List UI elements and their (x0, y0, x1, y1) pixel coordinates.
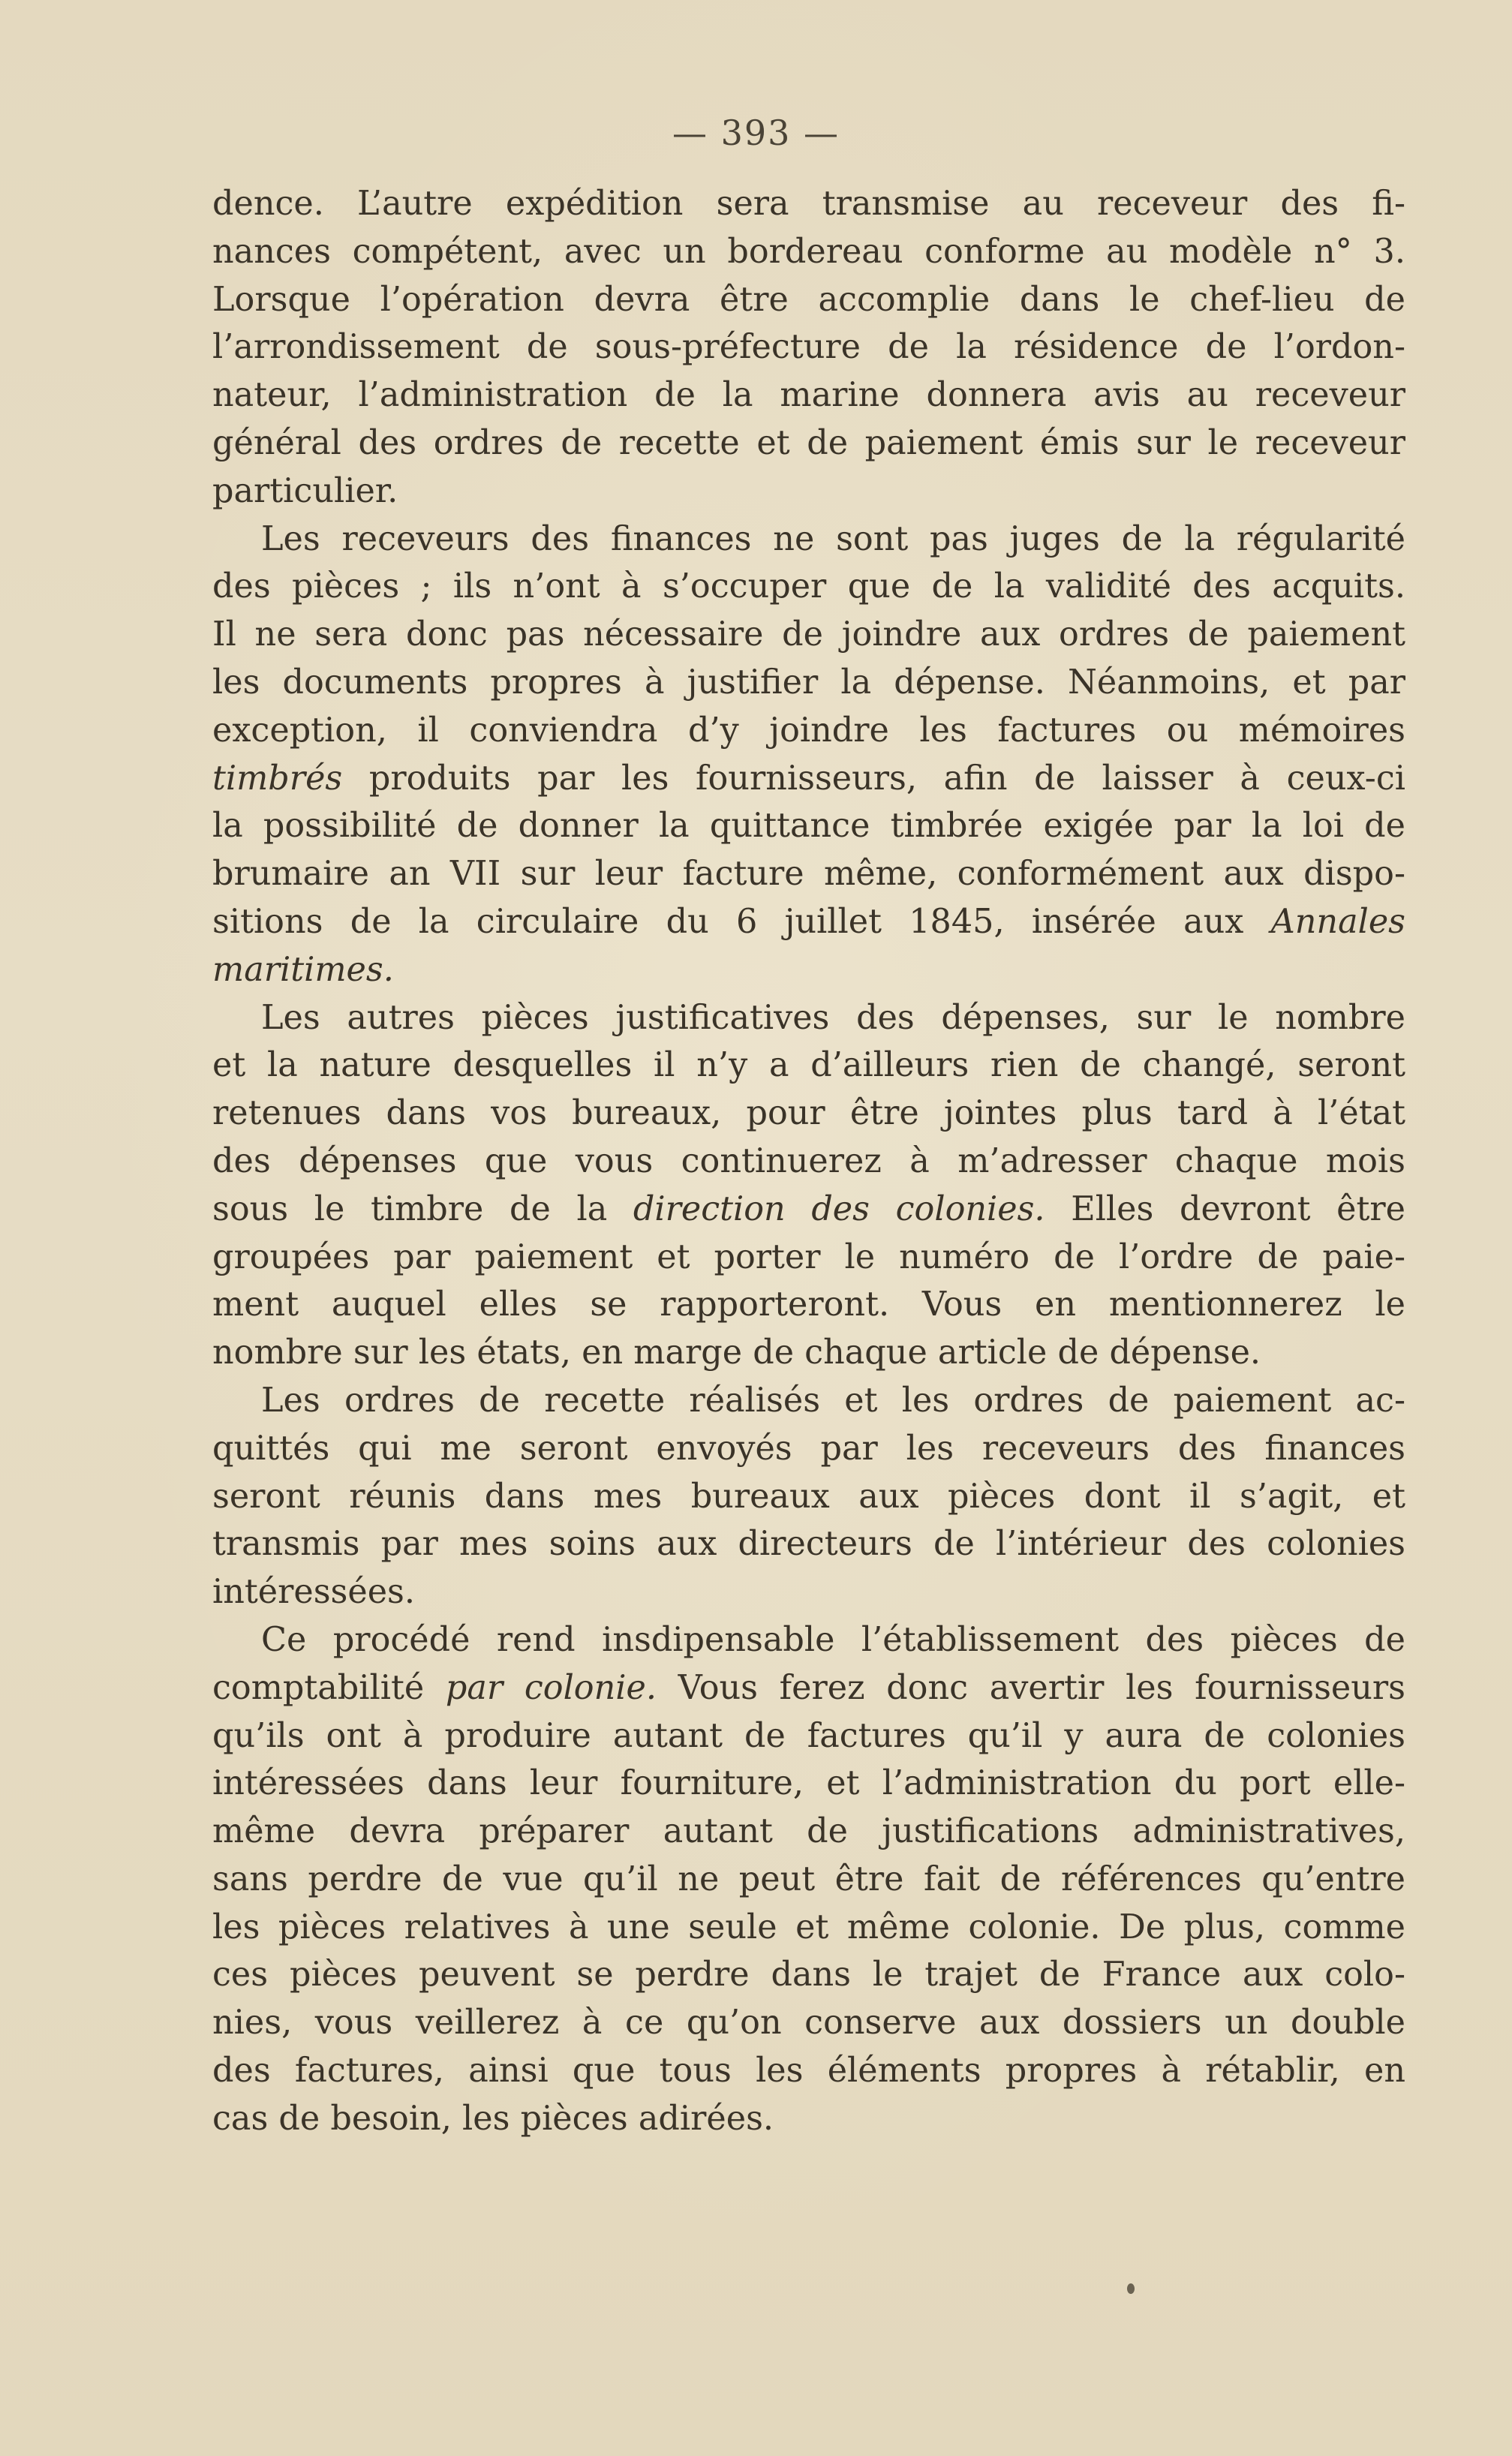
text-line: transmis par mes soins aux directeurs de l’intérieur des colonies (212, 1525, 1405, 1564)
paragraph-5 (212, 1616, 1405, 2143)
text-line: des factures, ainsi que tous les éléments propres à rétablir, en (212, 2052, 1405, 2091)
text-line: nies, vous veillerez à ce qu’on conserve aux dossiers un double (212, 2004, 1405, 2043)
text-line: même devra préparer autant de justifications administratives, (212, 1812, 1405, 1851)
text-line: sitions de la circulaire du 6 juillet 1845, insérée aux Annales (212, 902, 1405, 941)
text-line: qu’ils ont à produire autant de factures qu’il y aura de colonies (212, 1716, 1405, 1755)
text-line: seront réunis dans mes bureaux aux pièces dont il s’agit, et (212, 1477, 1405, 1516)
text-line: exception, il conviendra d’y joindre les factures ou mémoires (212, 711, 1405, 750)
italic-phrase: Annales (1270, 902, 1405, 941)
paragraph-2 (212, 516, 1405, 994)
text-line: Les receveurs des finances ne sont pas juges de la régularité (261, 519, 1405, 558)
text-line: et la nature desquelles il n’y a d’ailleurs rien de changé, seront (212, 1046, 1405, 1085)
text-line: sans perdre de vue qu’il ne peut être fait de références qu’entre (212, 1859, 1405, 1898)
text-line: la possibilité de donner la quittance timbrée exigée par la loi de (212, 807, 1405, 846)
text-line: nombre sur les états, en marge de chaque article de dépense. (212, 1333, 1261, 1372)
text-line: Ce procédé rend insdipensable l’établissement des pièces de (261, 1620, 1405, 1659)
text-line: ces pièces peuvent se perdre dans le trajet de France aux colo- (212, 1955, 1405, 1995)
text-line: retenues dans vos bureaux, pour être jointes plus tard à l’état (212, 1094, 1405, 1133)
text-line: Lorsque l’opération devra être accomplie dans le chef-lieu de (212, 280, 1405, 319)
paragraph-3 (212, 994, 1405, 1377)
text-line: Les ordres de recette réalisés et les ordres de paiement ac- (261, 1381, 1405, 1420)
text-line: nateur, l’administration de la marine donnera avis au receveur (212, 376, 1405, 415)
text-line: cas de besoin, les pièces adirées. (212, 2099, 774, 2138)
paragraph-1 (212, 180, 1405, 516)
text-line (212, 946, 1405, 994)
text-line: groupées par paiement et porter le numéro de l’ordre de paie- (212, 1237, 1405, 1276)
text-line: les documents propres à justifier la dépense. Néanmoins, et par (212, 663, 1405, 702)
italic-phrase: maritimes. (212, 950, 394, 989)
text-line: des pièces ; ils n’ont à s’occuper que de la validité des acquits. (212, 567, 1405, 606)
paragraph-4 (212, 1377, 1405, 1616)
text-line: timbrés produits par les fournisseurs, afin de laisser à ceux-ci (212, 759, 1405, 798)
text-line: quittés qui me seront envoyés par les receveurs des finances (212, 1429, 1405, 1468)
page-number: — 393 — (672, 113, 840, 153)
text-line: intéressées dans leur fourniture, et l’administration du port elle- (212, 1764, 1405, 1803)
text-line: des dépenses que vous continuerez à m’adresser chaque mois (212, 1141, 1405, 1180)
ink-speck (1127, 2283, 1135, 2294)
text-line: sous le timbre de la direction des colonies. Elles devront être (212, 1189, 1405, 1228)
text-line: les pièces relatives à une seule et même colonie. De plus, comme (212, 1907, 1405, 1946)
italic-phrase: direction des colonies. (633, 1189, 1045, 1228)
text-line: brumaire an VII sur leur facture même, conformément aux dispo- (212, 855, 1405, 894)
text-line: nances compétent, avec un bordereau conforme au modèle n° 3. (212, 232, 1405, 271)
text-line: intéressées. (212, 1573, 416, 1612)
italic-phrase: timbrés (212, 759, 343, 798)
text-line: l’arrondissement de sous-préfecture de la résidence de l’ordon- (212, 328, 1405, 367)
text-line: comptabilité par colonie. Vous ferez donc avertir les fournisseurs (212, 1668, 1406, 1707)
body-text (212, 180, 1405, 2143)
text-line: particulier. (212, 471, 398, 510)
text-line: Les autres pièces justificatives des dépenses, sur le nombre (261, 998, 1405, 1037)
text-line: Il ne sera donc pas nécessaire de joindre aux ordres de paiement (212, 615, 1405, 654)
text-line: ment auquel elles se rapporteront. Vous en mentionnerez le (212, 1285, 1405, 1324)
text-line: général des ordres de recette et de paiement émis sur le receveur (212, 423, 1405, 462)
text-line: dence. L’autre expédition sera transmise au receveur des fi- (212, 185, 1405, 223)
italic-phrase: par colonie. (445, 1668, 657, 1707)
